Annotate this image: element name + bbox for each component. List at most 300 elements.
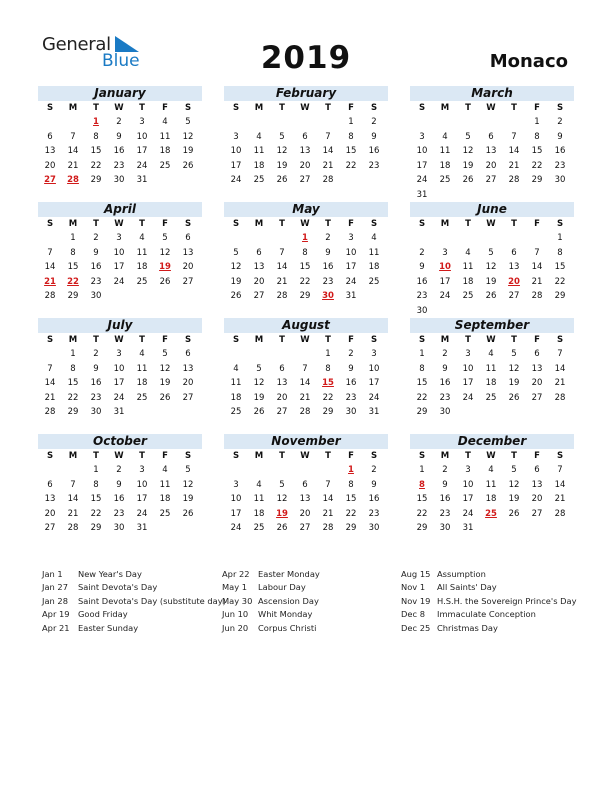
holiday-date-cell: 21 [44, 276, 56, 287]
date-cell: 18 [159, 146, 171, 156]
date-cell: 4 [139, 349, 145, 359]
date-cell: 1 [557, 233, 563, 243]
holiday-date-cell: 15 [322, 378, 334, 388]
date-cell: 21 [67, 160, 79, 171]
weekday-label: W [114, 335, 124, 345]
holiday-date-cell: 10 [439, 262, 451, 272]
weekday-label: M [440, 335, 450, 345]
date-cell: 29 [90, 175, 102, 185]
date-cell: 25 [485, 392, 497, 403]
date-cell: 10 [462, 479, 474, 490]
date-cell: 11 [368, 247, 380, 258]
date-cell: 10 [136, 479, 148, 490]
date-cell: 30 [113, 523, 125, 533]
date-cell: 4 [256, 479, 262, 490]
date-cell: 7 [302, 363, 308, 374]
date-cell: 8 [325, 363, 331, 374]
date-cell: 9 [557, 131, 563, 142]
date-cell: 5 [279, 131, 285, 142]
holiday-name: New Year's Day [78, 569, 142, 579]
date-cell: 16 [345, 378, 357, 388]
date-cell: 28 [531, 291, 543, 301]
date-cell: 18 [159, 494, 171, 504]
date-cell: 16 [368, 494, 380, 504]
weekday-label: T [279, 219, 285, 229]
month-june [410, 202, 574, 316]
date-cell: 27 [276, 407, 288, 417]
date-cell: 24 [439, 291, 451, 301]
holiday-row [401, 608, 591, 621]
weekday-label: S [418, 451, 426, 461]
weekday-label: S [232, 219, 240, 229]
date-cell: 14 [554, 479, 566, 490]
weekday-label: S [556, 219, 564, 229]
date-cell: 26 [462, 175, 474, 185]
holiday-row [42, 622, 232, 635]
holiday-row [401, 581, 591, 594]
date-cell: 29 [531, 175, 543, 185]
date-cell: 19 [159, 378, 171, 388]
date-cell: 12 [159, 363, 171, 374]
date-cell: 5 [488, 247, 494, 258]
date-cell: 29 [67, 291, 79, 301]
date-cell: 21 [554, 494, 566, 504]
date-cell: 14 [44, 378, 56, 388]
weekday-label: S [370, 103, 378, 113]
date-cell: 20 [299, 508, 311, 519]
weekday-label: S [556, 451, 564, 461]
holiday-date: Dec 25 [401, 622, 431, 633]
calendar-year: 2019 [260, 40, 352, 76]
date-cell: 24 [462, 508, 474, 519]
date-cell: 26 [253, 407, 265, 417]
date-cell: 17 [345, 262, 357, 272]
date-cell: 2 [325, 233, 331, 243]
date-cell: 29 [416, 407, 428, 417]
date-cell: 15 [416, 378, 428, 388]
weekday-label: S [184, 219, 192, 229]
date-cell: 11 [485, 363, 497, 374]
holiday-row [222, 622, 412, 635]
weekday-label: T [511, 451, 517, 461]
date-cell: 18 [230, 392, 242, 403]
date-cell: 21 [554, 378, 566, 388]
date-cell: 20 [299, 160, 311, 171]
date-cell: 30 [368, 523, 380, 533]
holiday-name: H.S.H. the Sovereign Prince's Day [437, 595, 577, 606]
date-cell: 4 [139, 233, 145, 243]
date-cell: 10 [368, 363, 380, 374]
weekday-label: M [68, 219, 78, 229]
weekday-label: T [139, 451, 145, 461]
date-cell: 25 [230, 407, 242, 417]
date-cell: 28 [322, 523, 334, 533]
weekday-label: T [325, 451, 331, 461]
date-cell: 1 [70, 233, 76, 243]
date-cell: 10 [462, 363, 474, 374]
date-cell: 26 [159, 276, 171, 287]
date-cell: 22 [416, 392, 428, 403]
month-july [38, 318, 202, 417]
holiday-row [401, 622, 591, 635]
date-cell: 22 [299, 276, 311, 287]
holiday-date: May 30 [222, 595, 253, 606]
date-cell: 15 [90, 494, 102, 504]
date-cell: 16 [90, 378, 102, 388]
date-cell: 7 [557, 349, 563, 359]
weekday-label: T [465, 335, 471, 345]
date-cell: 2 [93, 233, 99, 243]
date-cell: 26 [485, 291, 497, 301]
date-cell: 18 [136, 262, 148, 272]
date-cell: 10 [113, 363, 125, 374]
weekday-label: W [114, 451, 124, 461]
date-cell: 12 [253, 378, 265, 388]
date-cell: 12 [508, 479, 520, 490]
date-cell: 3 [116, 233, 122, 243]
date-cell: 18 [439, 160, 451, 171]
holiday-column [222, 568, 412, 635]
date-cell: 20 [44, 508, 56, 519]
weekday-header [410, 217, 574, 232]
holiday-name: All Saints' Day [437, 582, 497, 593]
weekday-label: W [486, 335, 496, 345]
weekday-label: T [325, 335, 331, 345]
holiday-date: Jun 20 [222, 622, 249, 633]
date-cell: 21 [299, 392, 311, 403]
holiday-date-cell: 1 [348, 465, 354, 475]
date-cell: 1 [325, 349, 331, 359]
holiday-row [42, 595, 232, 608]
month-november [224, 434, 388, 533]
month-march [410, 86, 574, 200]
date-cell: 8 [93, 479, 99, 490]
weekday-label: T [139, 103, 145, 113]
date-cell: 13 [44, 494, 56, 504]
date-cell: 11 [136, 247, 148, 258]
date-cell: 13 [299, 494, 311, 504]
month-title: February [224, 86, 388, 101]
weekday-label: S [556, 103, 564, 113]
date-cell: 17 [439, 276, 451, 287]
date-cell: 8 [70, 363, 76, 374]
date-cell: 24 [230, 175, 242, 185]
date-cell: 23 [368, 508, 380, 519]
date-cell: 26 [508, 392, 520, 403]
date-cell: 28 [554, 392, 566, 403]
month-december [410, 434, 574, 533]
date-cell: 23 [439, 392, 451, 403]
date-cell: 1 [348, 117, 354, 127]
date-cell: 16 [113, 494, 125, 504]
weekday-label: T [465, 451, 471, 461]
date-cell: 2 [419, 247, 425, 258]
weekday-label: M [68, 335, 78, 345]
date-cell: 31 [462, 523, 474, 533]
date-cell: 15 [416, 494, 428, 504]
date-cell: 14 [299, 378, 311, 388]
holiday-date-cell: 19 [276, 508, 288, 519]
holiday-name: Christmas Day [437, 622, 498, 633]
weekday-label: F [534, 103, 540, 113]
date-cell: 30 [113, 175, 125, 185]
holiday-date-cell: 20 [508, 276, 520, 287]
holiday-row [222, 595, 412, 608]
date-cell: 15 [345, 494, 357, 504]
date-cell: 29 [554, 291, 566, 301]
date-cell: 24 [113, 276, 125, 287]
date-cell: 17 [462, 494, 474, 504]
date-cell: 7 [557, 465, 563, 475]
month-february [224, 86, 388, 185]
weekday-label: S [232, 451, 240, 461]
holiday-row [42, 568, 232, 581]
date-cell: 16 [554, 146, 566, 156]
date-cell: 28 [554, 508, 566, 519]
date-cell: 31 [368, 407, 380, 417]
date-cell: 13 [485, 146, 497, 156]
holiday-name: Easter Monday [258, 569, 320, 579]
date-cell: 27 [182, 392, 194, 403]
weekday-label: T [279, 335, 285, 345]
weekday-label: M [254, 219, 264, 229]
date-cell: 7 [47, 247, 53, 258]
date-cell: 9 [93, 363, 99, 374]
weekday-label: T [139, 335, 145, 345]
holiday-date: Dec 8 [401, 609, 425, 620]
date-cell: 19 [182, 494, 194, 504]
weekday-label: F [348, 451, 354, 461]
weekday-label: M [68, 451, 78, 461]
date-cell: 5 [185, 465, 191, 475]
date-cell: 5 [162, 349, 168, 359]
date-cell: 6 [279, 363, 285, 374]
date-cell: 31 [416, 189, 428, 200]
date-cell: 12 [508, 363, 520, 374]
date-cell: 3 [442, 247, 448, 258]
date-cell: 24 [136, 508, 148, 519]
date-cell: 3 [116, 349, 122, 359]
date-cell: 14 [322, 494, 334, 504]
date-cell: 2 [116, 465, 122, 475]
holiday-date: Apr 22 [222, 569, 250, 579]
date-cell: 17 [462, 378, 474, 388]
date-cell: 30 [439, 407, 451, 417]
date-cell: 28 [67, 523, 79, 533]
date-cell: 17 [368, 378, 380, 388]
date-cell: 9 [419, 262, 425, 272]
weekday-label: S [184, 451, 192, 461]
date-cell: 13 [182, 363, 194, 374]
date-cell: 9 [116, 131, 122, 142]
date-cell: 4 [233, 363, 239, 374]
weekday-label: W [486, 219, 496, 229]
date-cell: 16 [322, 262, 334, 272]
date-cell: 26 [182, 508, 194, 519]
date-cell: 17 [136, 146, 148, 156]
weekday-header [38, 333, 202, 348]
holiday-date: Jan 28 [42, 595, 68, 606]
date-cell: 23 [113, 160, 125, 171]
date-cell: 7 [279, 247, 285, 258]
date-cell: 12 [485, 262, 497, 272]
holiday-date: Jan 27 [42, 582, 68, 593]
date-cell: 14 [531, 262, 543, 272]
date-cell: 15 [90, 146, 102, 156]
date-cell: 23 [113, 508, 125, 519]
date-cell: 20 [531, 494, 543, 504]
holiday-row [42, 608, 232, 621]
date-cell: 9 [442, 479, 448, 490]
date-cell: 13 [253, 262, 265, 272]
date-cell: 10 [345, 247, 357, 258]
holiday-date-cell: 19 [159, 262, 171, 272]
holiday-name: Assumption [437, 569, 486, 579]
date-cell: 10 [113, 247, 125, 258]
date-cell: 20 [182, 378, 194, 388]
date-cell: 7 [70, 131, 76, 142]
date-cell: 9 [371, 479, 377, 490]
date-cell: 30 [439, 523, 451, 533]
month-title: November [224, 434, 388, 449]
date-cell: 26 [276, 523, 288, 533]
date-cell: 12 [230, 262, 242, 272]
date-cell: 19 [462, 160, 474, 171]
date-cell: 21 [44, 392, 56, 403]
weekday-label: W [486, 103, 496, 113]
date-cell: 16 [439, 378, 451, 388]
date-cell: 17 [416, 160, 428, 171]
date-cell: 25 [368, 276, 380, 287]
month-september [410, 318, 574, 417]
weekday-label: T [465, 103, 471, 113]
date-cell: 31 [136, 175, 148, 185]
date-cell: 23 [368, 160, 380, 171]
holiday-name: Saint Devota's Day (substitute day) [78, 595, 226, 606]
weekday-label: M [440, 103, 450, 113]
date-cell: 24 [416, 175, 428, 185]
date-cell: 13 [44, 146, 56, 156]
holiday-date-cell: 27 [44, 175, 56, 185]
holiday-name: Good Friday [78, 609, 128, 620]
date-cell: 28 [508, 175, 520, 185]
date-cell: 11 [439, 146, 451, 156]
date-cell: 17 [113, 262, 125, 272]
date-cell: 25 [159, 160, 171, 171]
weekday-label: S [418, 103, 426, 113]
date-cell: 4 [371, 233, 377, 243]
holiday-name: Ascension Day [258, 595, 319, 606]
date-cell: 5 [279, 479, 285, 490]
holiday-date-cell: 8 [419, 479, 425, 490]
weekday-label: W [300, 103, 310, 113]
date-cell: 6 [47, 131, 53, 142]
date-cell: 15 [299, 262, 311, 272]
date-cell: 18 [485, 378, 497, 388]
weekday-label: T [325, 219, 331, 229]
date-cell: 25 [253, 175, 265, 185]
weekday-header [224, 217, 388, 232]
date-cell: 22 [345, 160, 357, 171]
date-cell: 4 [488, 465, 494, 475]
date-cell: 9 [325, 247, 331, 258]
date-cell: 20 [182, 262, 194, 272]
date-cell: 31 [113, 407, 125, 417]
holiday-date: May 1 [222, 582, 248, 593]
weekday-label: T [93, 451, 99, 461]
date-cell: 3 [233, 479, 239, 490]
weekday-label: W [114, 219, 124, 229]
date-cell: 21 [67, 508, 79, 519]
date-cell: 6 [302, 479, 308, 490]
date-cell: 2 [442, 349, 448, 359]
date-cell: 31 [345, 291, 357, 301]
date-cell: 11 [230, 378, 242, 388]
date-cell: 26 [508, 508, 520, 519]
date-cell: 3 [348, 233, 354, 243]
date-cell: 2 [116, 117, 122, 127]
weekday-label: T [279, 451, 285, 461]
weekday-header [410, 333, 574, 348]
month-january [38, 86, 202, 185]
date-cell: 14 [67, 146, 79, 156]
date-cell: 24 [136, 160, 148, 171]
weekday-label: M [440, 219, 450, 229]
date-cell: 21 [531, 276, 543, 287]
date-cell: 3 [139, 117, 145, 127]
date-cell: 25 [136, 276, 148, 287]
date-cell: 29 [416, 523, 428, 533]
weekday-label: S [184, 103, 192, 113]
date-cell: 9 [348, 363, 354, 374]
month-title: October [38, 434, 202, 449]
date-cell: 8 [93, 131, 99, 142]
date-cell: 11 [136, 363, 148, 374]
date-cell: 26 [159, 392, 171, 403]
date-cell: 3 [465, 465, 471, 475]
month-august [224, 318, 388, 417]
holiday-date: Apr 21 [42, 622, 70, 633]
date-cell: 1 [419, 465, 425, 475]
date-cell: 4 [162, 465, 168, 475]
month-title: July [38, 318, 202, 333]
date-cell: 18 [253, 508, 265, 519]
date-cell: 7 [325, 479, 331, 490]
date-cell: 25 [136, 392, 148, 403]
date-cell: 20 [44, 160, 56, 171]
date-cell: 5 [162, 233, 168, 243]
date-cell: 19 [485, 276, 497, 287]
country-name: Monaco [489, 51, 568, 72]
date-cell: 9 [442, 363, 448, 374]
date-cell: 20 [276, 392, 288, 403]
date-cell: 27 [299, 175, 311, 185]
weekday-label: S [418, 219, 426, 229]
holiday-date: Apr 19 [42, 609, 70, 620]
date-cell: 7 [70, 479, 76, 490]
date-cell: 11 [462, 262, 474, 272]
date-cell: 26 [230, 291, 242, 301]
weekday-label: M [254, 103, 264, 113]
date-cell: 15 [554, 262, 566, 272]
holiday-date-cell: 1 [93, 117, 99, 127]
holiday-row [42, 581, 232, 594]
date-cell: 27 [531, 508, 543, 519]
date-cell: 28 [44, 407, 56, 417]
date-cell: 5 [256, 363, 262, 374]
date-cell: 11 [485, 479, 497, 490]
date-cell: 2 [93, 349, 99, 359]
